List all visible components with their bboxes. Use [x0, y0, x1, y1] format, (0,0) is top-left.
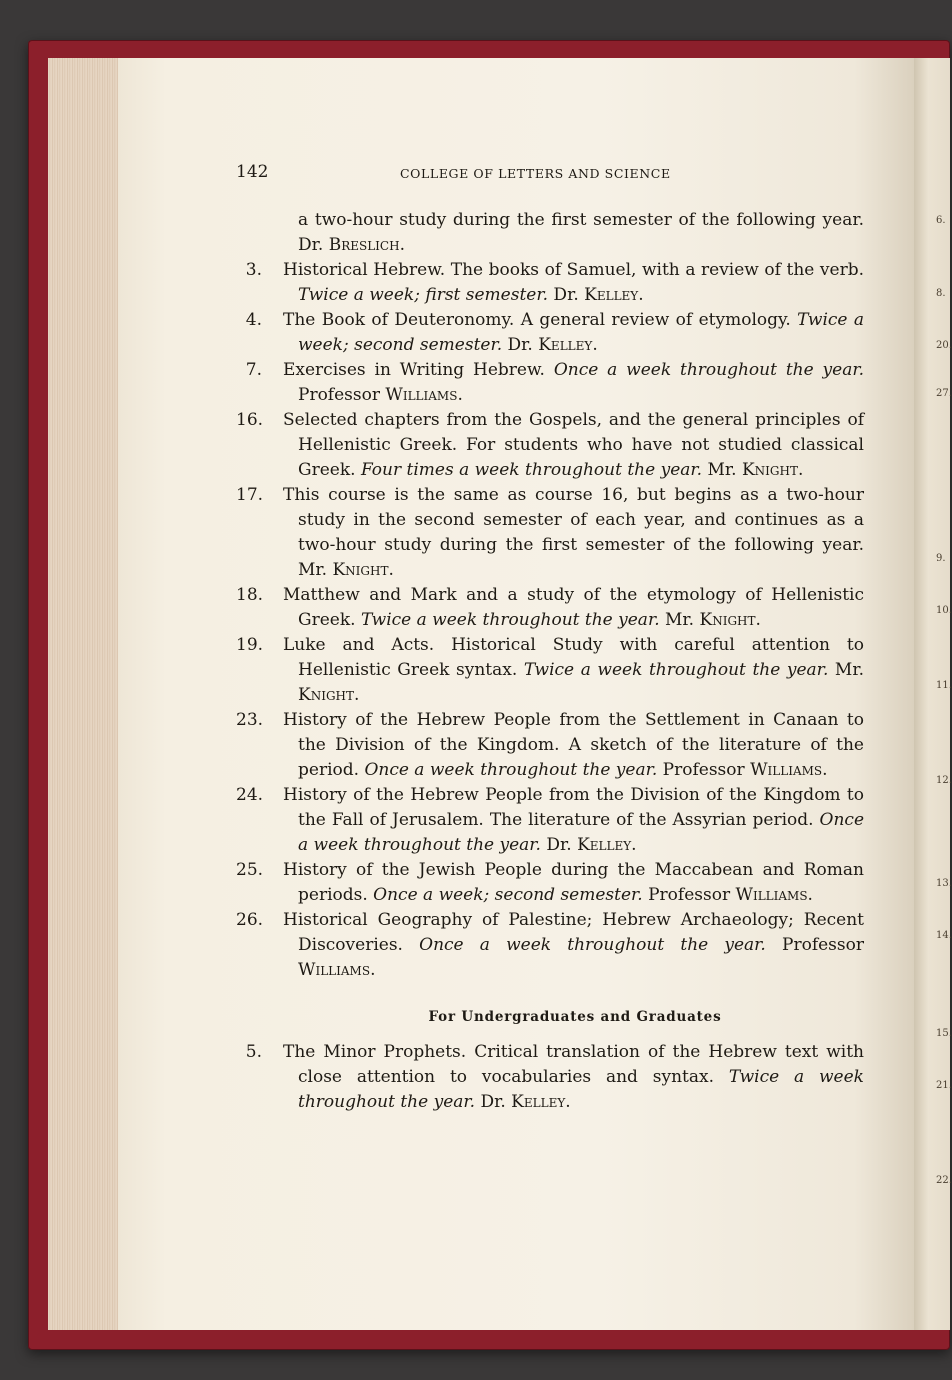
course-number: 17. — [236, 485, 264, 505]
instructor-name: Knight. — [699, 610, 761, 630]
course-entry — [236, 483, 864, 583]
course-text — [283, 258, 864, 308]
course-text — [283, 1040, 864, 1115]
course-number: 19. — [236, 635, 264, 655]
course-schedule: Twice a week; first semester. — [298, 285, 549, 305]
instructor-title: Mr. — [298, 560, 333, 580]
course-number: 23. — [236, 710, 264, 730]
continued-text: a two-hour study during the first semester of the following year. Dr. — [298, 210, 864, 255]
course-schedule: Once a week throughout the year. — [298, 810, 864, 855]
course-description: This course is the same as course 16, but begins as a two-hour study in the second semester of each year, and continues as a two-hour study during the first semester of the following year. — [283, 485, 864, 555]
instructor-name: Kelley. — [511, 1092, 571, 1112]
course-text — [283, 583, 864, 633]
course-description: Historical Hebrew. The books of Samuel, with a review of the verb. — [283, 260, 864, 280]
instructor-title: Mr. — [702, 460, 742, 480]
adjacent-margin-number: 12. — [936, 775, 952, 786]
course-schedule: Four times a week throughout the year. — [360, 460, 703, 480]
running-head: COLLEGE OF LETTERS AND SCIENCE — [400, 166, 671, 181]
instructor-title: Mr. — [828, 660, 864, 680]
adjacent-margin-number: 9. — [936, 553, 946, 564]
course-text — [283, 908, 864, 983]
adjacent-margin-number: 13. — [936, 878, 952, 889]
course-number: 26. — [236, 910, 264, 930]
instructor-name: Williams. — [735, 885, 813, 905]
course-text — [283, 308, 864, 358]
course-text — [283, 858, 864, 908]
course-text — [283, 408, 864, 483]
course-entry — [236, 308, 864, 358]
instructor-name: Williams. — [750, 760, 828, 780]
course-entry — [236, 583, 864, 633]
adjacent-margin-number: 15. — [936, 1028, 952, 1039]
page-content — [236, 208, 864, 1115]
course-entry — [236, 408, 864, 483]
course-entry — [236, 258, 864, 308]
course-description: History of the Hebrew People from the Settlement in Canaan to the Division of the Kingdom. A sketch of the literature of the period. — [283, 710, 864, 780]
course-schedule: Twice a week; second semester. — [298, 310, 864, 355]
course-number: 16. — [236, 410, 264, 430]
adjacent-page-edge — [914, 58, 950, 1330]
instructor-title: Mr. — [659, 610, 700, 630]
course-number: 25. — [236, 860, 264, 880]
page-edges — [48, 58, 128, 1330]
course-list — [236, 258, 864, 983]
instructor-name: Kelley. — [538, 335, 598, 355]
course-description: History of the Hebrew People from the Division of the Kingdom to the Fall of Jerusalem. The literature of the Assyrian period. — [283, 785, 864, 830]
course-number: 4. — [245, 310, 262, 330]
instructor-name: Knight. — [741, 460, 804, 480]
course-schedule: Once a week; second semester. — [373, 885, 643, 905]
adjacent-margin-number: 22. — [936, 1175, 952, 1186]
instructor-name: Knight. — [298, 685, 360, 705]
instructor-title: Professor — [657, 760, 751, 780]
course-description: Selected chapters from the Gospels, and the general principles of Hellenistic Greek. For students who have not studied classical Greek. — [283, 410, 864, 480]
course-entry — [236, 1040, 864, 1115]
course-description: History of the Jewish People during the Maccabean and Roman periods. — [283, 860, 864, 905]
course-text — [283, 358, 864, 408]
course-schedule: Twice a week throughout the year. — [360, 610, 660, 630]
course-number: 24. — [236, 785, 264, 805]
course-text — [283, 483, 864, 583]
page-number: 142 — [236, 162, 269, 182]
course-schedule: Once a week throughout the year. — [364, 760, 658, 780]
course-text — [283, 633, 864, 708]
course-number: 7. — [245, 360, 262, 380]
instructor-name: Williams. — [298, 960, 376, 980]
course-entry — [236, 358, 864, 408]
course-schedule: Twice a week throughout the year. — [523, 660, 829, 680]
section-heading: For Undergraduates and Graduates — [428, 1009, 722, 1025]
instructor-name: Breslich. — [328, 235, 405, 255]
instructor-name: Kelley. — [577, 835, 637, 855]
course-text — [283, 783, 864, 858]
instructor-title: Professor — [765, 935, 864, 955]
course-entry — [236, 858, 864, 908]
course-text — [283, 708, 864, 783]
grad-course-list — [236, 1040, 864, 1115]
adjacent-margin-number: 6. — [936, 215, 946, 226]
course-description: Luke and Acts. Historical Study with careful attention to Hellenistic Greek syntax. — [283, 635, 864, 680]
adjacent-margin-number: 27. — [936, 388, 952, 399]
adjacent-margin-number: 8. — [936, 288, 946, 299]
course-description: Matthew and Mark and a study of the etymology of Hellenistic Greek. — [283, 585, 864, 630]
course-schedule: Twice a week throughout the year. — [298, 1067, 864, 1112]
adjacent-margin-number: 21. — [936, 1080, 952, 1091]
page-header — [236, 162, 706, 186]
instructor-name: Kelley. — [584, 285, 644, 305]
course-description: Historical Geography of Palestine; Hebrew Archaeology; Recent Discoveries. — [283, 910, 864, 955]
adjacent-margin-number: 14. — [936, 930, 952, 941]
instructor-title: Dr. — [540, 835, 578, 855]
adjacent-margin-number: 11. — [936, 680, 952, 691]
instructor-title: Dr. — [548, 285, 585, 305]
instructor-title: Professor — [298, 385, 386, 405]
course-schedule: Once a week throughout the year. — [553, 360, 864, 380]
course-number: 18. — [236, 585, 264, 605]
adjacent-margin-number: 20. — [936, 340, 952, 351]
adjacent-margin-number: 10. — [936, 605, 952, 616]
instructor-title: Dr. — [475, 1092, 512, 1112]
instructor-title: Professor — [642, 885, 736, 905]
course-entry — [236, 908, 864, 983]
course-description: The Book of Deuteronomy. A general review of etymology. — [283, 310, 798, 330]
course-number: 3. — [245, 260, 262, 280]
course-description: The Minor Prophets. Critical translation of the Hebrew text with close attention to vocabularies and syntax. — [283, 1042, 864, 1087]
instructor-name: Knight. — [332, 560, 394, 580]
course-entry — [236, 783, 864, 858]
course-description: Exercises in Writing Hebrew. — [283, 360, 554, 380]
course-number: 5. — [245, 1042, 262, 1062]
course-schedule: Once a week throughout the year. — [419, 935, 766, 955]
course-entry — [236, 633, 864, 708]
course-entry — [236, 708, 864, 783]
continued-course-text — [236, 208, 864, 258]
instructor-name: Williams. — [385, 385, 463, 405]
instructor-title: Dr. — [502, 335, 539, 355]
